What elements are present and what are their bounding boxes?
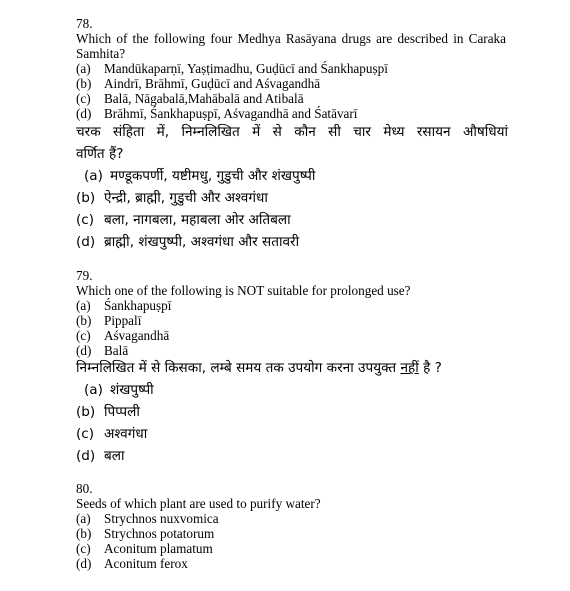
option-letter: (a) [84, 382, 103, 398]
option-letter: (a) [76, 61, 91, 76]
option-hi-b [0, 401, 570, 423]
option-text: Aconitum ferox [104, 556, 188, 571]
question-stem-hi [76, 357, 442, 379]
stem-hi-underlined: नहीं [400, 360, 419, 376]
option-letter: (c) [76, 328, 91, 343]
option-text: पिप्पली [104, 404, 140, 420]
option-text: Aconitum plamatum [104, 541, 213, 556]
option-en-a [0, 61, 570, 76]
option-letter: (c) [76, 426, 95, 442]
option-en-b [0, 526, 570, 541]
option-text: Pippalī [104, 313, 142, 328]
question-stem-hi-line2: वर्णित हैं? [76, 146, 124, 162]
option-text: ब्राह्मी, शंखपुष्पी, अश्वगंधा और सतावरी [104, 234, 300, 250]
option-letter: (c) [76, 541, 91, 556]
option-letter: (c) [76, 91, 91, 106]
option-en-a [0, 298, 570, 313]
option-hi-a [0, 379, 570, 401]
option-letter: (a) [76, 298, 91, 313]
option-letter: (b) [76, 313, 92, 328]
option-letter: (d) [76, 556, 92, 571]
option-text: Balā [104, 343, 129, 358]
option-hi-c [0, 423, 570, 445]
option-text: Strychnos potatorum [104, 526, 215, 541]
stem-hi-before: निम्नलिखित में से किसका, लम्बे समय तक उपयोग करना उपयुक्त [76, 360, 397, 376]
option-letter: (b) [76, 526, 92, 541]
option-text: मण्डूकपर्णी, यष्टीमधु, गुडुची और शंखपुष्पी [110, 168, 316, 184]
option-text: अश्वगंधा [104, 426, 148, 442]
option-text: शंखपुष्पी [110, 382, 154, 398]
option-en-c [0, 91, 570, 106]
option-text: Aśvagandhā [104, 328, 170, 343]
option-letter: (d) [76, 106, 92, 121]
option-letter: (b) [76, 76, 92, 91]
option-letter: (d) [76, 448, 96, 464]
option-letter: (c) [76, 212, 95, 228]
option-letter: (a) [76, 511, 91, 526]
option-text: Śankhapuṣpī [104, 298, 172, 313]
option-text: बला [104, 448, 125, 464]
option-text: Balā, Nāgabalā,Mahābalā and Atibalā [104, 91, 304, 106]
option-en-b [0, 313, 570, 328]
option-en-b [0, 76, 570, 91]
question-stem-en-line1: Which one of the following is NOT suitable for prolonged use? [76, 283, 411, 298]
question-number: 80. [76, 481, 93, 496]
option-en-d [0, 556, 570, 571]
option-text: ऐन्द्री, ब्राह्मी, गुडुची और अश्वगंधा [104, 190, 268, 206]
option-letter: (b) [76, 404, 96, 420]
question-stem-en-line2: Samhita? [76, 46, 126, 61]
option-en-c [0, 328, 570, 343]
option-hi-b [0, 187, 570, 209]
question-stem-hi-line1: चरक संहिता में, निम्नलिखित में से कौन सी चार मेध्य रसायन औषधियां [76, 124, 508, 140]
option-text: Aindrī, Brāhmī, Guḍūcī and Aśvagandhā [104, 76, 321, 91]
option-letter: (b) [76, 190, 96, 206]
option-hi-c [0, 209, 570, 231]
option-en-c [0, 541, 570, 556]
question-stem-en-line1: Seeds of which plant are used to purify water? [76, 496, 321, 511]
option-text: बला, नागबला, महाबला ओर अतिबला [104, 212, 291, 228]
option-en-a [0, 511, 570, 526]
question-number: 78. [76, 16, 93, 31]
question-stem-en-line1: Which of the following four Medhya Rasāyana drugs are described in Caraka [76, 31, 506, 46]
option-hi-a [0, 165, 570, 187]
stem-hi-after: है ? [423, 360, 442, 376]
option-en-d [0, 106, 570, 121]
option-letter: (d) [76, 234, 96, 250]
option-text: Strychnos nuxvomica [104, 511, 219, 526]
option-letter: (d) [76, 343, 92, 358]
option-hi-d [0, 445, 570, 467]
question-number: 79. [76, 268, 93, 283]
option-text: Mandūkaparṇī, Yaṣṭimadhu, Guḍūcī and Śankhapuṣpī [104, 61, 388, 76]
option-hi-d [0, 231, 570, 253]
option-en-d [0, 343, 570, 358]
option-letter: (a) [84, 168, 103, 184]
option-text: Brāhmī, Śankhapuṣpī, Aśvagandhā and Śatāvarī [104, 106, 358, 121]
